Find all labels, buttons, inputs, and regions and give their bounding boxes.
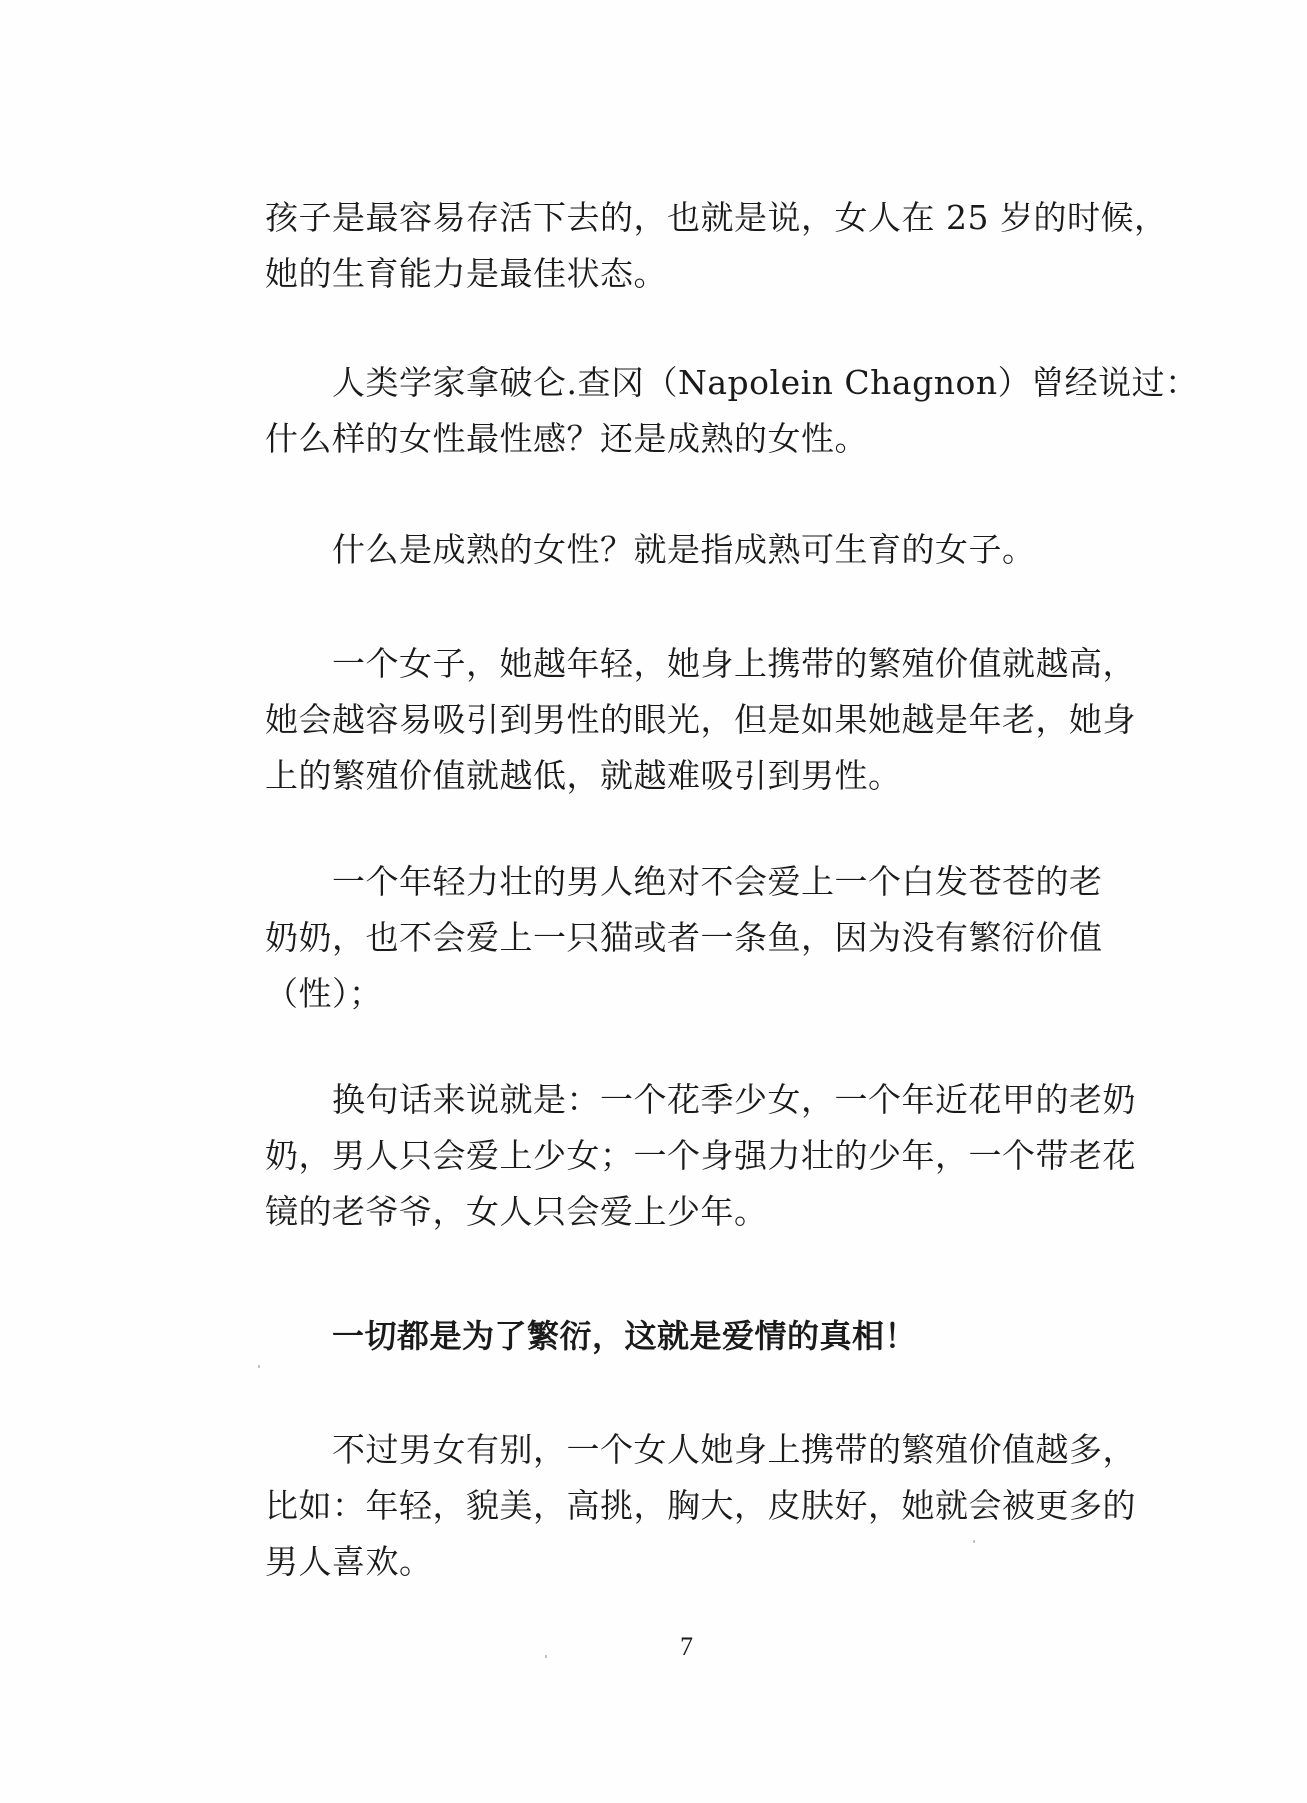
text-line: 什么样的女性最性感？还是成熟的女性。 — [265, 419, 868, 458]
text-line: 她的生育能力是最佳状态。 — [265, 254, 667, 293]
paragraph-4 — [265, 636, 1136, 804]
text-line: 人类学家拿破仑.查冈（Napolein Chagnon）曾经说过： — [332, 363, 1199, 402]
text-line: 她会越容易吸引到男性的眼光，但是如果她越是年老，她身 — [265, 700, 1136, 739]
paragraph-6 — [265, 1072, 1136, 1240]
text-line: 一切都是为了繁衍，这就是爱情的真相！ — [332, 1317, 918, 1355]
text-line: 不过男女有别，一个女人她身上携带的繁殖价值越多， — [332, 1430, 1136, 1469]
text-line: 什么是成熟的女性？就是指成熟可生育的女子。 — [332, 530, 1036, 569]
emphasis-paragraph — [265, 1308, 1115, 1364]
scan-speck — [973, 1540, 975, 1543]
text-line: 奶奶，也不会爱上一只猫或者一条鱼，因为没有繁衍价值 — [265, 918, 1103, 957]
text-line: （性）； — [265, 974, 383, 1013]
text-line: 比如：年轻，貌美，高挑，胸大，皮肤好，她就会被更多的 — [265, 1486, 1136, 1525]
text-line: 一个年轻力壮的男人绝对不会爱上一个白发苍苍的老 — [332, 862, 1103, 901]
scan-speck — [545, 1655, 547, 1658]
text-line: 上的繁殖价值就越低，就越难吸引到男性。 — [265, 756, 902, 795]
paragraph-8 — [265, 1422, 1136, 1590]
paragraph-5 — [265, 854, 1115, 1022]
text-line: 一个女子，她越年轻，她身上携带的繁殖价值就越高， — [332, 644, 1136, 683]
paragraph-1 — [265, 190, 1168, 302]
scan-speck — [258, 1365, 260, 1368]
paragraph-2 — [265, 355, 1199, 467]
page-number: 7 — [680, 1632, 693, 1661]
text-line: 奶，男人只会爱上少女；一个身强力壮的少年，一个带老花 — [265, 1136, 1136, 1175]
text-line: 镜的老爷爷，女人只会爱上少年。 — [265, 1192, 768, 1231]
text-line: 换句话来说就是：一个花季少女，一个年近花甲的老奶 — [332, 1080, 1136, 1119]
text-line: 孩子是最容易存活下去的，也就是说，女人在 25 岁的时候， — [265, 198, 1168, 237]
text-line: 男人喜欢。 — [265, 1542, 433, 1581]
paragraph-3 — [265, 522, 1115, 578]
